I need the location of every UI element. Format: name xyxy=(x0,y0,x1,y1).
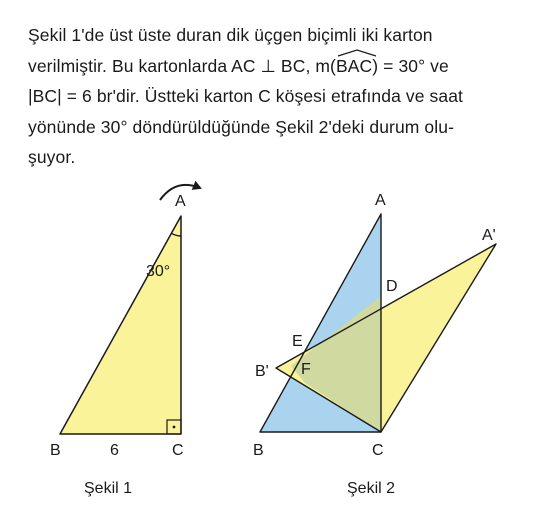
label-b: B xyxy=(253,442,264,459)
angle-label-a: 30° xyxy=(146,263,171,280)
label-b-prime: B' xyxy=(255,363,269,380)
label-a: A xyxy=(175,193,186,210)
label-a: A xyxy=(375,192,386,209)
label-d: D xyxy=(386,278,398,295)
label-f: F xyxy=(301,361,311,378)
label-e: E xyxy=(292,333,303,350)
caption-figure-2: Şekil 2 xyxy=(347,480,396,497)
caption-figure-1: Şekil 1 xyxy=(84,480,133,497)
problem-line-2-end: ) = 30° ve xyxy=(372,55,449,76)
problem-line-1: Şekil 1'de üst üste duran dik üçgen biçimli iki karton xyxy=(28,25,433,45)
label-c: C xyxy=(172,442,184,459)
angle-name: BAC xyxy=(335,55,373,76)
label-a-prime: A' xyxy=(482,227,496,244)
problem-line-4: yönünde 30° döndürüldüğünde Şekil 2'deki durum olu- xyxy=(28,116,455,137)
problem-line-5: şuyor. xyxy=(28,147,76,167)
figure-2 xyxy=(253,192,496,497)
side-length-bc: 6 xyxy=(110,442,119,459)
figure-1 xyxy=(50,185,200,497)
problem-line-2-start: verilmiştir. Bu kartonlarda AC ⊥ BC, m( xyxy=(28,55,336,76)
label-b: B xyxy=(50,442,61,459)
right-angle-dot xyxy=(173,426,176,429)
label-c: C xyxy=(372,442,384,459)
problem-line-3: |BC| = 6 br'dir. Üstteki karton C köşesi etrafında ve saat xyxy=(28,86,464,106)
triangle-abc xyxy=(60,216,181,434)
